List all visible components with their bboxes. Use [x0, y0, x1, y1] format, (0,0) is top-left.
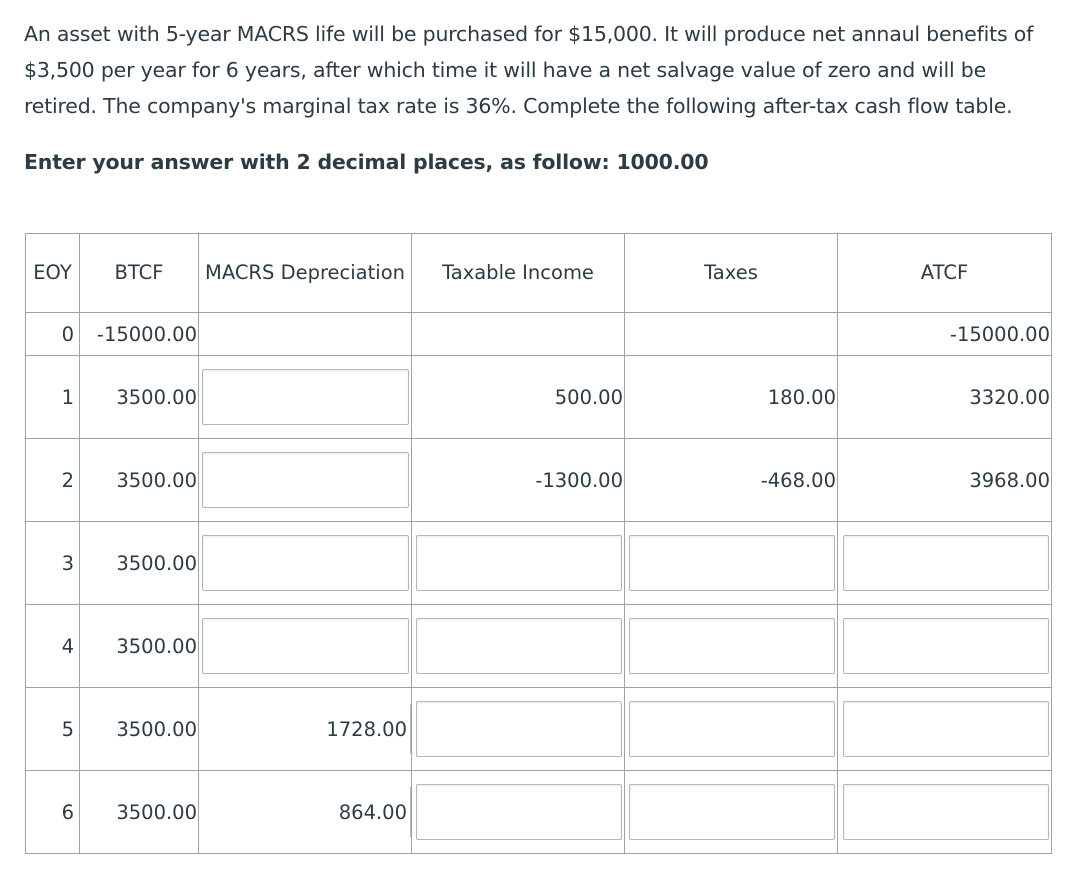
- eoy-cell: 6: [26, 771, 80, 854]
- macrs-depreciation-value: 864.00: [338, 800, 407, 824]
- btcf-cell: 3500.00: [80, 605, 199, 688]
- header-macrs-depreciation: MACRS Depreciation: [199, 234, 412, 313]
- eoy-cell: 4: [26, 605, 80, 688]
- taxable-income-cell: [412, 522, 625, 605]
- taxes-cell: [625, 605, 838, 688]
- taxes-input[interactable]: [629, 701, 835, 757]
- atcf-cell: 3968.00: [838, 439, 1052, 522]
- taxable-income-cell: [412, 771, 625, 854]
- taxes-cell: [625, 688, 838, 771]
- macrs-cell: [199, 439, 412, 522]
- header-taxable-income: Taxable Income: [412, 234, 625, 313]
- header-eoy: EOY: [26, 234, 80, 313]
- btcf-cell: 3500.00: [80, 771, 199, 854]
- macrs-cell: [199, 313, 412, 356]
- input-edge: [410, 704, 411, 754]
- header-btcf: BTCF: [80, 234, 199, 313]
- table-header-row: [26, 234, 1052, 313]
- header-taxes: Taxes: [625, 234, 838, 313]
- macrs-cell: [199, 605, 412, 688]
- macrs-depreciation-input[interactable]: [202, 535, 409, 591]
- eoy-cell: 2: [26, 439, 80, 522]
- taxes-input[interactable]: [629, 784, 835, 840]
- atcf-cell: [838, 522, 1052, 605]
- taxable-income-cell: [412, 688, 625, 771]
- macrs-depreciation-input[interactable]: [202, 369, 409, 425]
- atcf-cell: [838, 771, 1052, 854]
- btcf-cell: 3500.00: [80, 688, 199, 771]
- macrs-cell: [199, 688, 412, 771]
- taxable-income-cell: -1300.00: [412, 439, 625, 522]
- taxable-income-cell: [412, 605, 625, 688]
- btcf-cell: -15000.00: [80, 313, 199, 356]
- cash-flow-table: [25, 233, 1052, 854]
- atcf-cell: 3320.00: [838, 356, 1052, 439]
- taxable-income-input[interactable]: [416, 701, 622, 757]
- taxes-input[interactable]: [629, 618, 835, 674]
- eoy-cell: 0: [26, 313, 80, 356]
- eoy-cell: 1: [26, 356, 80, 439]
- taxes-cell: [625, 771, 838, 854]
- question-text: An asset with 5-year MACRS life will be purchased for $15,000. It will produce net annaul benefits of $3,500 per year for 6 years, after which time it will have a net salvage value of zero and will be retired. The company's marginal tax rate is 36%. Complete the following after-tax cash flow table.: [24, 22, 1034, 118]
- table-row: [26, 439, 1052, 522]
- table-row: [26, 522, 1052, 605]
- btcf-cell: 3500.00: [80, 356, 199, 439]
- btcf-cell: 3500.00: [80, 522, 199, 605]
- macrs-depreciation-value: 1728.00: [326, 717, 407, 741]
- table-row: [26, 313, 1052, 356]
- taxable-income-input[interactable]: [416, 784, 622, 840]
- taxes-cell: 180.00: [625, 356, 838, 439]
- table-row: [26, 771, 1052, 854]
- taxes-cell: [625, 313, 838, 356]
- macrs-cell: [199, 522, 412, 605]
- table-row: [26, 605, 1052, 688]
- atcf-cell: [838, 688, 1052, 771]
- taxes-cell: -468.00: [625, 439, 838, 522]
- eoy-cell: 3: [26, 522, 80, 605]
- taxable-income-cell: 500.00: [412, 356, 625, 439]
- taxes-input[interactable]: [629, 535, 835, 591]
- macrs-depreciation-input[interactable]: [202, 452, 409, 508]
- taxable-income-input[interactable]: [416, 618, 622, 674]
- taxable-income-cell: [412, 313, 625, 356]
- taxes-cell: [625, 522, 838, 605]
- atcf-cell: [838, 605, 1052, 688]
- macrs-cell: [199, 771, 412, 854]
- header-atcf: ATCF: [838, 234, 1052, 313]
- taxable-income-input[interactable]: [416, 535, 622, 591]
- macrs-cell: [199, 356, 412, 439]
- atcf-cell: -15000.00: [838, 313, 1052, 356]
- table-row: [26, 356, 1052, 439]
- atcf-input[interactable]: [843, 701, 1049, 757]
- input-edge: [410, 787, 411, 837]
- answer-instruction: Enter your answer with 2 decimal places, as follow: 1000.00: [24, 150, 709, 174]
- macrs-depreciation-input[interactable]: [202, 618, 409, 674]
- atcf-input[interactable]: [843, 535, 1049, 591]
- atcf-input[interactable]: [843, 618, 1049, 674]
- eoy-cell: 5: [26, 688, 80, 771]
- atcf-input[interactable]: [843, 784, 1049, 840]
- table-row: [26, 688, 1052, 771]
- btcf-cell: 3500.00: [80, 439, 199, 522]
